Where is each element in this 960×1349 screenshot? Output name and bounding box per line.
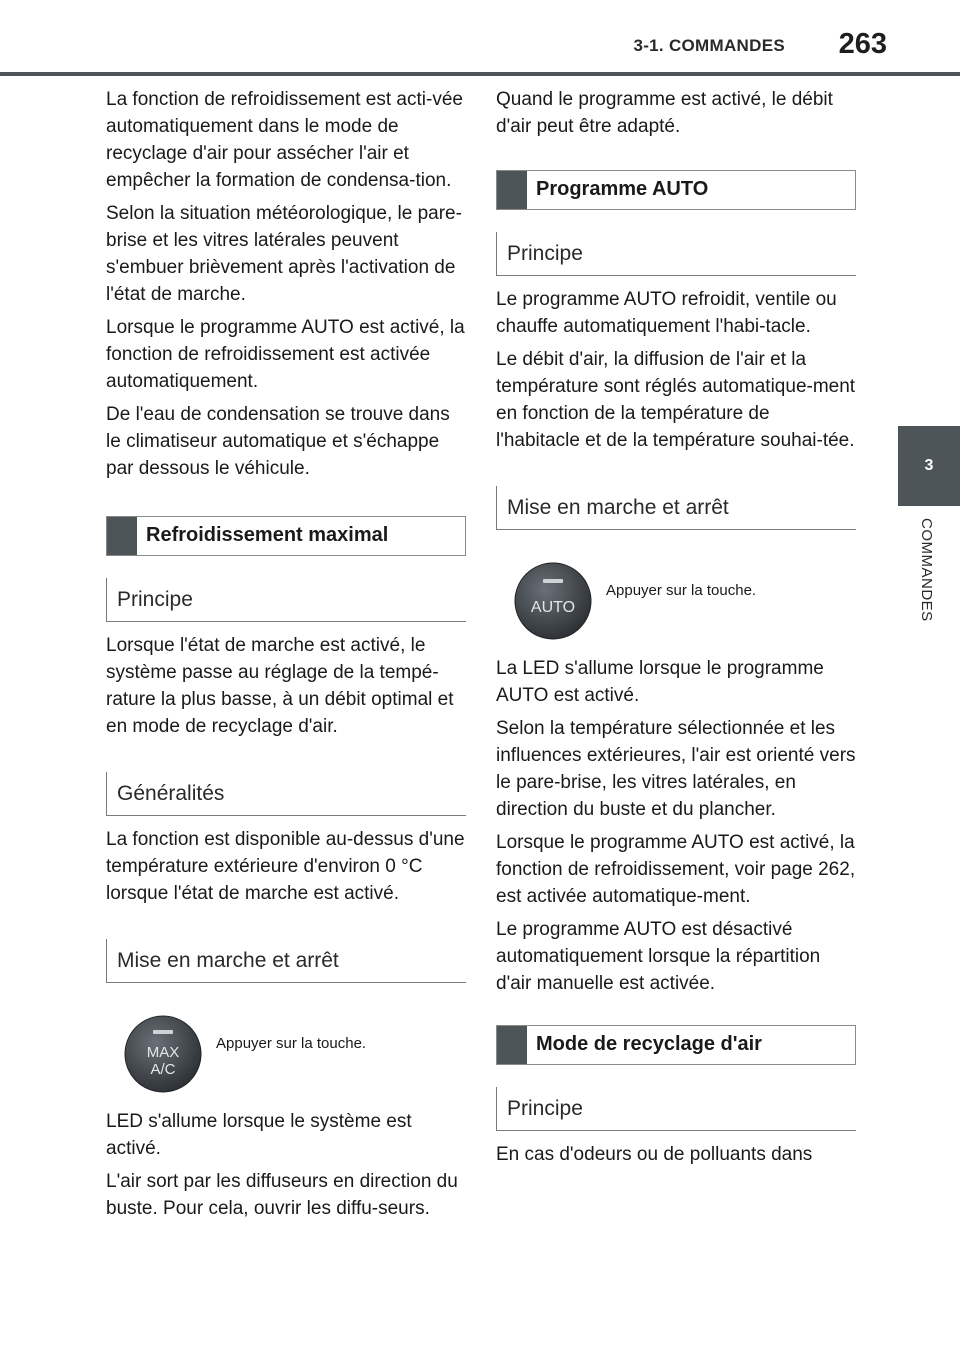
- paragraph: Selon la température sélectionnée et les influences extérieures, l'air est orienté vers le pare-brise, les vitres latérales, en direction du buste et du plancher.: [496, 718, 856, 820]
- button-row: [496, 562, 856, 645]
- chapter-tab: 3: [898, 426, 960, 506]
- paragraph: LED s'allume lorsque le système est activé.: [106, 1111, 412, 1159]
- paragraph: L'air sort par les diffuseurs en direction du buste. Pour cela, ouvrir les diffu-seurs.: [106, 1171, 458, 1219]
- button-row: [106, 1015, 466, 1098]
- heading-bar: [497, 171, 527, 209]
- section-heading-max-cooling: [106, 516, 466, 556]
- subheading-principe: Principe: [496, 1087, 856, 1131]
- max-ac-button-icon: [124, 1015, 202, 1098]
- section-title: 3-1. COMMANDES: [633, 36, 785, 55]
- paragraph: Lorsque l'état de marche est activé, le système passe au réglage de la tempé-rature la plus basse, à un débit optimal et en mode de recyclage d'air.: [106, 635, 454, 737]
- paragraph: Lorsque le programme AUTO est activé, la fonction de refroidissement est activée automatiquement.: [106, 317, 465, 392]
- max-label: MAX: [146, 1044, 180, 1061]
- subheading-marche-arret: Mise en marche et arrêt: [106, 939, 466, 983]
- button-caption: Appuyer sur la touche.: [606, 582, 757, 599]
- paragraph: Le débit d'air, la diffusion de l'air et la température sont réglés automatique-ment en fonction de la température de l'habitacle et de la température souhai-tée.: [496, 349, 856, 451]
- paragraph: Le programme AUTO est désactivé automatiquement lorsque la répartition d'air manuelle est activée.: [496, 919, 821, 994]
- paragraph: De l'eau de condensation se trouve dans le climatiseur automatique et s'échappe par dessous le véhicule.: [106, 404, 450, 479]
- heading-text: Mode de recyclage d'air: [536, 1033, 762, 1055]
- section-heading-auto: [496, 170, 856, 210]
- right-column: [496, 86, 856, 1174]
- heading-bar: [497, 1026, 527, 1064]
- paragraph: La fonction est disponible au-dessus d'une température extérieure d'environ 0 °C lorsque l'état de marche est activé.: [106, 829, 465, 904]
- paragraph: Quand le programme est activé, le débit d'air peut être adapté.: [496, 89, 833, 137]
- heading-bar: [107, 517, 137, 555]
- auto-button-icon: [514, 562, 592, 645]
- heading-text: Refroidissement maximal: [146, 524, 389, 546]
- auto-label: AUTO: [530, 599, 576, 616]
- subheading-marche-arret: Mise en marche et arrêt: [496, 486, 856, 530]
- page-number: 263: [838, 28, 887, 60]
- subheading-generalites: Généralités: [106, 772, 466, 816]
- left-column: [106, 86, 466, 1228]
- paragraph: En cas d'odeurs ou de polluants dans: [496, 1144, 813, 1165]
- subheading-principe: Principe: [106, 578, 466, 622]
- chapter-label: COMMANDES: [918, 518, 935, 622]
- subheading-principe: Principe: [496, 232, 856, 276]
- heading-text: Programme AUTO: [536, 178, 709, 200]
- section-heading-recyclage: [496, 1025, 856, 1065]
- ac-label: A/C: [150, 1061, 176, 1078]
- paragraph: La LED s'allume lorsque le programme AUTO est activé.: [496, 658, 824, 706]
- paragraph: La fonction de refroidissement est acti-vée automatiquement dans le mode de recyclage d'air pour assécher l'air et empêcher la formation de condensa-tion.: [106, 89, 463, 191]
- button-caption: Appuyer sur la touche.: [216, 1035, 367, 1052]
- paragraph: Lorsque le programme AUTO est activé, la fonction de refroidissement, voir page 262, est activée automatique-ment.: [496, 832, 856, 907]
- paragraph: Selon la situation météorologique, le pare-brise et les vitres latérales peuvent s'embuer brièvement après l'activation de l'état de marche.: [106, 203, 462, 305]
- header-rule: [0, 72, 960, 76]
- paragraph: Le programme AUTO refroidit, ventile ou chauffe automatiquement l'habi-tacle.: [496, 289, 837, 337]
